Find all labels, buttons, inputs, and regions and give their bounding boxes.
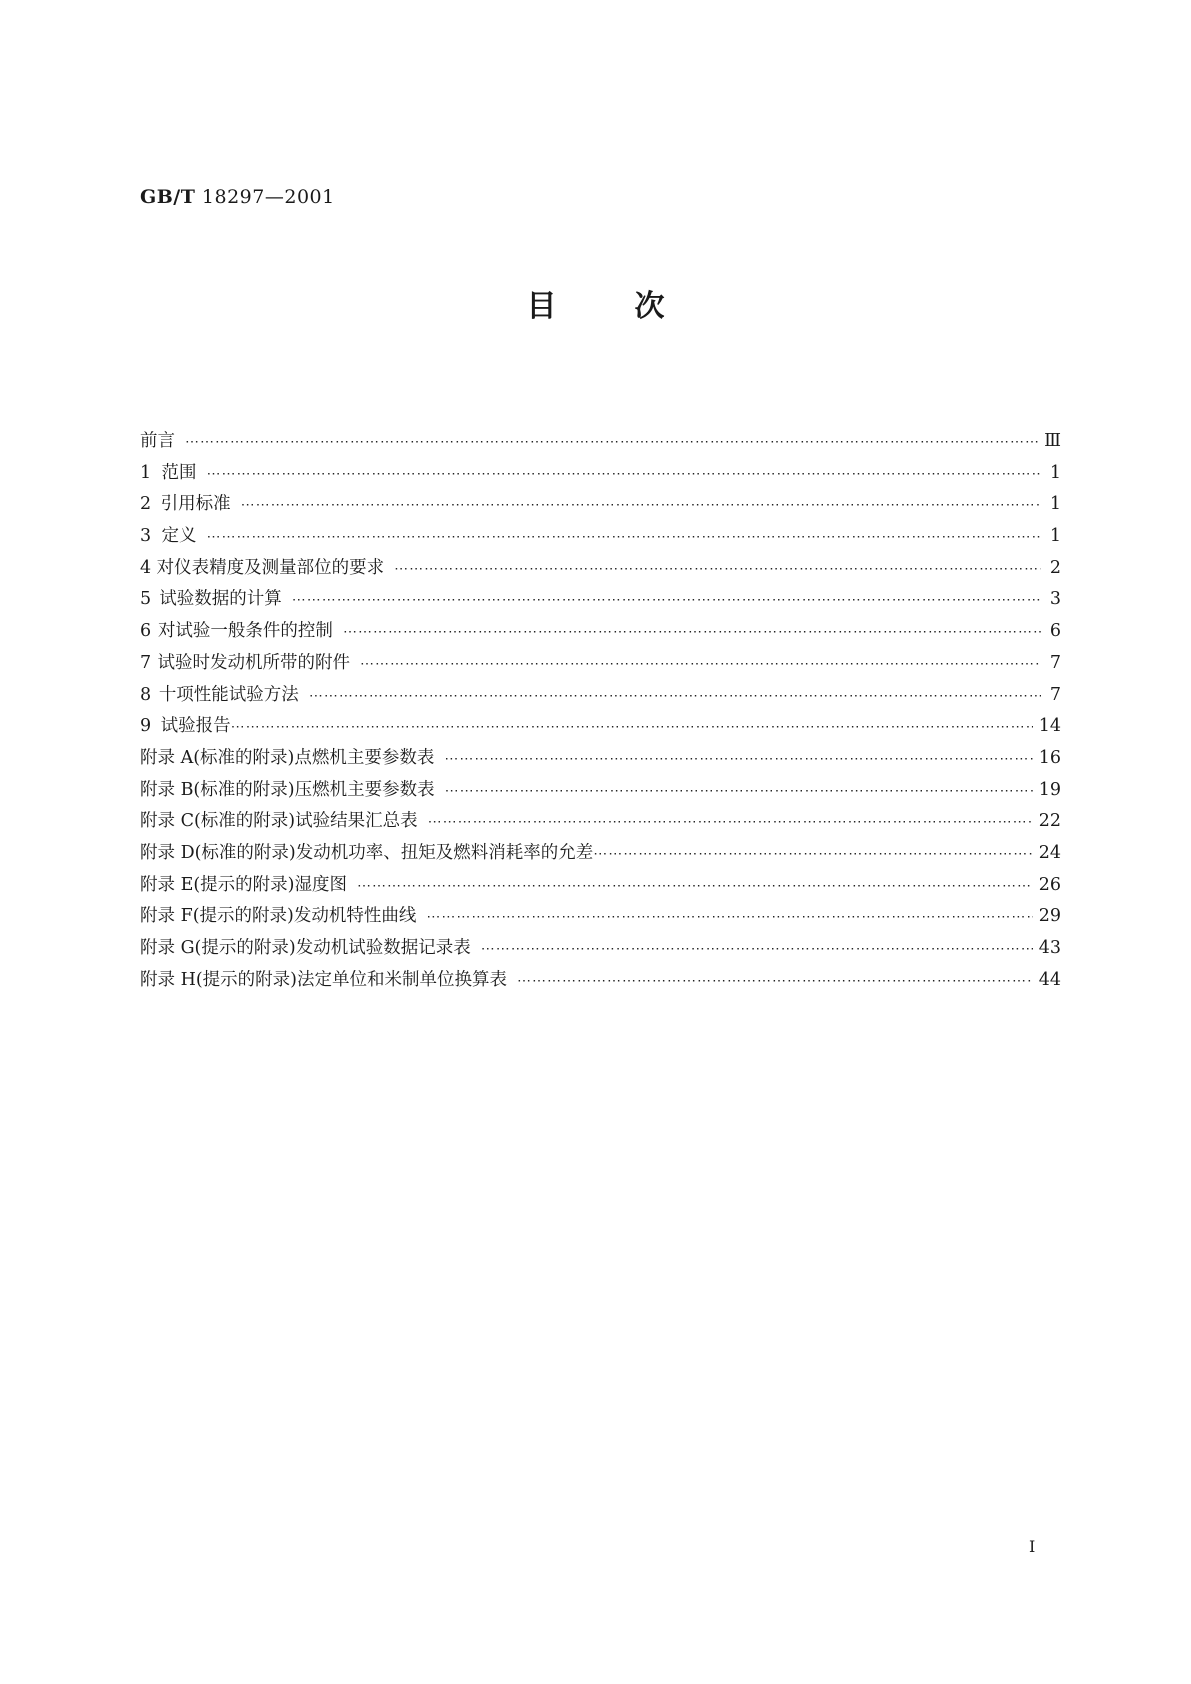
toc-entry-label: 对仪表精度及测量部位的要求 — [156, 557, 385, 578]
toc-entry-number: 4 — [140, 557, 152, 578]
toc-entry-page: Ⅲ — [1044, 431, 1061, 451]
leader-dots — [444, 751, 1032, 767]
toc-entry-appendix-b[interactable] — [140, 776, 1061, 808]
toc-entry-label: 前言 — [140, 431, 175, 451]
toc-heading-char-2: 次 — [634, 289, 665, 324]
toc-entry-page: 22 — [1038, 811, 1061, 832]
toc-entry-label: 发动机功率、扭矩及燃料消耗率的允差 — [295, 842, 594, 863]
leader-dots — [206, 466, 1041, 482]
toc-entry-label: 法定单位和米制单位换算表 — [296, 969, 507, 990]
toc-entry-foreword[interactable] — [140, 427, 1061, 459]
toc-entry-label: 定义 — [161, 526, 197, 547]
leader-dots — [206, 529, 1041, 545]
toc-entry-page: 1 — [1049, 526, 1061, 547]
toc-entry-number: 2 — [140, 494, 152, 515]
toc-heading — [0, 281, 1191, 325]
toc-entry-number: 7 — [140, 652, 152, 673]
leader-dots — [445, 783, 1033, 799]
toc-entry-label: 范围 — [161, 462, 197, 483]
toc-heading-char-1: 目 — [526, 289, 557, 324]
leader-dots — [185, 434, 1038, 450]
leader-dots — [428, 814, 1033, 830]
toc-entry-9[interactable] — [140, 712, 1061, 744]
toc-appendix-tag: 附录 F(提示的附录) — [140, 906, 294, 927]
leader-dots — [343, 624, 1041, 640]
leader-dots — [517, 973, 1033, 989]
toc-entry-page: 24 — [1038, 842, 1061, 863]
page-number: I — [1029, 1537, 1036, 1556]
toc-entry-number: 9 — [140, 716, 152, 737]
toc-entry-label: 对试验一般条件的控制 — [157, 621, 333, 642]
toc-entry-page: 1 — [1049, 462, 1061, 483]
toc-entry-label: 试验数据的计算 — [159, 589, 282, 610]
toc-appendix-tag: 附录 D(标准的附录) — [140, 842, 296, 863]
toc-entry-3[interactable] — [140, 522, 1061, 554]
toc-entry-2[interactable] — [140, 490, 1061, 522]
toc-entry-page: 14 — [1038, 716, 1061, 737]
toc-appendix-tag: 附录 A(标准的附录) — [140, 747, 295, 768]
leader-dots — [593, 846, 1032, 862]
toc-entry-page: 7 — [1049, 684, 1061, 705]
toc-entry-label: 十项性能试验方法 — [158, 684, 299, 705]
toc-list — [140, 427, 1061, 997]
leader-dots — [241, 497, 1041, 513]
toc-entry-label: 点燃机主要参数表 — [294, 747, 435, 768]
toc-entry-number: 8 — [140, 684, 152, 705]
leader-dots — [357, 878, 1033, 894]
standard-code-prefix: GB/T — [140, 186, 196, 208]
toc-entry-label: 发动机特性曲线 — [293, 906, 417, 927]
toc-entry-appendix-e[interactable] — [140, 871, 1061, 903]
toc-entry-4[interactable] — [140, 554, 1061, 586]
toc-entry-label: 引用标准 — [160, 494, 231, 515]
toc-appendix-tag: 附录 C(标准的附录) — [140, 811, 296, 832]
toc-entry-page: 29 — [1038, 906, 1061, 927]
toc-entry-page: 6 — [1049, 621, 1061, 642]
toc-entry-7[interactable] — [140, 649, 1061, 681]
toc-entry-label: 发动机试验数据记录表 — [295, 938, 471, 958]
toc-appendix-tag: 附录 G(提示的附录) — [140, 938, 296, 958]
toc-entry-page: 43 — [1038, 938, 1061, 958]
toc-entry-page: 1 — [1049, 494, 1061, 515]
toc-entry-label: 试验时发动机所带的附件 — [157, 652, 350, 673]
toc-appendix-tag: 附录 H(提示的附录) — [140, 969, 297, 990]
toc-entry-appendix-d[interactable] — [140, 839, 1061, 871]
toc-entry-number: 3 — [140, 526, 152, 547]
toc-entry-page: 16 — [1038, 747, 1061, 768]
toc-entry-page: 7 — [1049, 652, 1061, 673]
leader-dots — [481, 941, 1033, 957]
toc-entry-page: 26 — [1038, 874, 1061, 895]
toc-entry-1[interactable] — [140, 459, 1061, 491]
standard-code-number: 18297—2001 — [201, 186, 335, 208]
toc-entry-page: 2 — [1049, 557, 1061, 578]
toc-entry-page: 3 — [1049, 589, 1061, 610]
toc-entry-5[interactable] — [140, 585, 1061, 617]
leader-dots — [292, 592, 1041, 608]
leader-dots — [231, 719, 1033, 735]
toc-entry-appendix-h[interactable] — [140, 966, 1061, 998]
toc-entry-label: 试验结果汇总表 — [295, 811, 418, 832]
leader-dots — [309, 688, 1041, 704]
toc-entry-label: 试验报告 — [160, 716, 231, 737]
leader-dots — [394, 561, 1041, 577]
toc-entry-label: 压燃机主要参数表 — [294, 779, 435, 800]
toc-entry-label: 湿度图 — [294, 874, 347, 895]
toc-entry-6[interactable] — [140, 617, 1061, 649]
toc-entry-8[interactable] — [140, 681, 1061, 713]
toc-entry-number: 6 — [140, 621, 152, 642]
toc-appendix-tag: 附录 B(标准的附录) — [140, 779, 295, 800]
leader-dots — [360, 656, 1041, 672]
standard-code — [140, 186, 335, 208]
toc-entry-page: 19 — [1038, 779, 1061, 800]
toc-entry-appendix-f[interactable] — [140, 902, 1061, 934]
toc-entry-appendix-c[interactable] — [140, 807, 1061, 839]
toc-entry-appendix-g[interactable] — [140, 934, 1061, 966]
leader-dots — [426, 909, 1032, 925]
toc-appendix-tag: 附录 E(提示的附录) — [140, 874, 295, 895]
toc-entry-number: 1 — [140, 462, 152, 483]
toc-entry-page: 44 — [1038, 969, 1061, 990]
toc-entry-number: 5 — [140, 589, 152, 610]
toc-entry-appendix-a[interactable] — [140, 744, 1061, 776]
